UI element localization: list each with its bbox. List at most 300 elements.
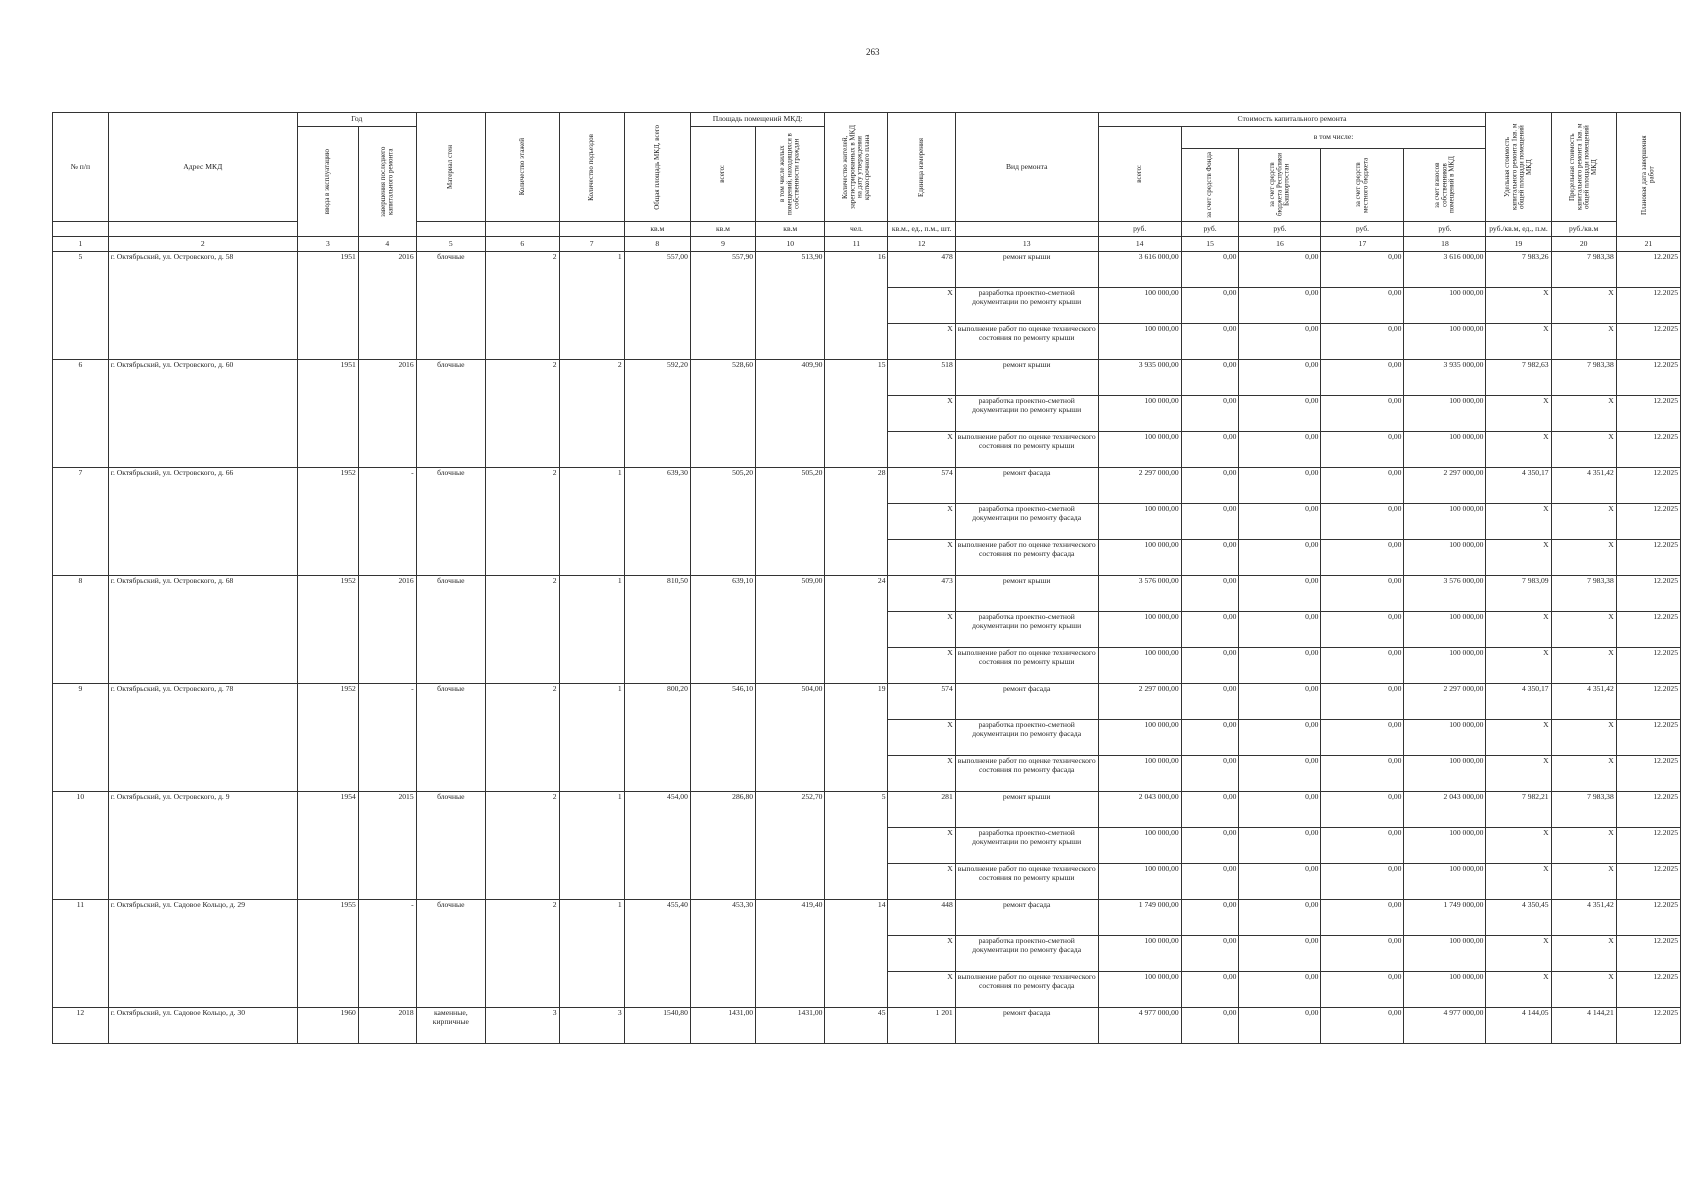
plan-date: 12.2025 [1616,252,1680,288]
cost-owners: 100 000,00 [1404,540,1486,576]
unit-cost: X [1486,540,1551,576]
cost-fund: 0,00 [1181,540,1239,576]
cost-total: 100 000,00 [1098,540,1181,576]
cost-total: 100 000,00 [1098,612,1181,648]
plan-date: 12.2025 [1616,504,1680,540]
entrances-count: 1 [559,468,624,576]
unit-value: X [888,972,955,1008]
row-number: 6 [53,360,109,468]
premises-area: 546,10 [690,684,755,792]
unit-cell: руб. [1239,222,1321,237]
entrances-count: 1 [559,252,624,360]
max-cost: 7 983,38 [1551,792,1616,828]
wall-material: каменные, кирпичные [416,1008,485,1044]
cost-total: 3 935 000,00 [1098,360,1181,396]
cost-republic: 0,00 [1239,720,1321,756]
unit-cost: X [1486,720,1551,756]
cost-total: 100 000,00 [1098,324,1181,360]
total-area: 592,20 [624,360,690,468]
row-number: 12 [53,1008,109,1044]
cost-owners: 3 616 000,00 [1404,252,1486,288]
cost-republic: 0,00 [1239,756,1321,792]
residential-area: 252,70 [756,792,825,900]
entrances-count: 1 [559,792,624,900]
residents-count: 15 [825,360,888,468]
cost-total: 3 616 000,00 [1098,252,1181,288]
cost-local: 0,00 [1321,900,1404,936]
plan-date: 12.2025 [1616,468,1680,504]
unit-value: X [888,432,955,468]
unit-cell: кв.м [756,222,825,237]
entrances-count: 3 [559,1008,624,1044]
cost-fund: 0,00 [1181,1008,1239,1044]
unit-cell [955,222,1098,237]
year-last-repair: - [358,468,416,576]
table-row [53,1008,1681,1044]
repair-type: выполнение работ по оценке технического состояния по ремонту крыши [955,432,1098,468]
unit-cost: X [1486,972,1551,1008]
unit-cell [485,222,559,237]
header-cost-total: всего: [1098,127,1181,222]
cost-republic: 0,00 [1239,864,1321,900]
building-address: г. Октябрьский, ул. Островского, д. 78 [108,684,297,792]
unit-value: X [888,288,955,324]
cost-owners: 100 000,00 [1404,936,1486,972]
header-cost-local: за счет средств местного бюджета [1321,149,1404,222]
repair-type: ремонт крыши [955,360,1098,396]
cost-owners: 100 000,00 [1404,612,1486,648]
premises-area: 557,90 [690,252,755,360]
premises-area: 505,20 [690,468,755,576]
cost-local: 0,00 [1321,720,1404,756]
header-cost-group: Стоимость капитального ремонта [1098,113,1486,127]
max-cost: X [1551,936,1616,972]
repair-type: ремонт фасада [955,900,1098,936]
total-area: 454,00 [624,792,690,900]
cost-local: 0,00 [1321,936,1404,972]
plan-date: 12.2025 [1616,864,1680,900]
column-number: 8 [624,237,690,252]
cost-fund: 0,00 [1181,972,1239,1008]
unit-value: 448 [888,900,955,936]
max-cost: 4 351,42 [1551,900,1616,936]
cost-owners: 100 000,00 [1404,504,1486,540]
unit-cell [53,222,109,237]
cost-fund: 0,00 [1181,504,1239,540]
year-last-repair: - [358,900,416,1008]
max-cost: X [1551,540,1616,576]
cost-owners: 3 935 000,00 [1404,360,1486,396]
cost-owners: 3 576 000,00 [1404,576,1486,612]
column-number: 14 [1098,237,1181,252]
unit-cell: руб. [1181,222,1239,237]
column-number: 21 [1616,237,1680,252]
max-cost: 4 351,42 [1551,684,1616,720]
residential-area: 409,90 [756,360,825,468]
cost-local: 0,00 [1321,612,1404,648]
cost-fund: 0,00 [1181,252,1239,288]
cost-total: 1 749 000,00 [1098,900,1181,936]
cost-local: 0,00 [1321,1008,1404,1044]
cost-total: 100 000,00 [1098,504,1181,540]
column-number: 18 [1404,237,1486,252]
cost-fund: 0,00 [1181,324,1239,360]
premises-area: 1431,00 [690,1008,755,1044]
building-address: г. Октябрьский, ул. Островского, д. 9 [108,792,297,900]
residents-count: 24 [825,576,888,684]
cost-republic: 0,00 [1239,900,1321,936]
repair-type: разработка проектно-сметной документации по ремонту крыши [955,828,1098,864]
plan-date: 12.2025 [1616,324,1680,360]
entrances-count: 1 [559,900,624,1008]
max-cost: X [1551,864,1616,900]
cost-owners: 100 000,00 [1404,324,1486,360]
cost-republic: 0,00 [1239,288,1321,324]
header-unit: Единица измерения [888,113,955,222]
max-cost: X [1551,972,1616,1008]
unit-cost: X [1486,756,1551,792]
cost-republic: 0,00 [1239,468,1321,504]
unit-cost: 7 983,09 [1486,576,1551,612]
residential-area: 1431,00 [756,1008,825,1044]
unit-cell: руб./кв.м, ед., п.м. [1486,222,1551,237]
cost-fund: 0,00 [1181,396,1239,432]
column-number: 20 [1551,237,1616,252]
column-number: 13 [955,237,1098,252]
header-area-total: всего: [690,127,755,222]
row-number: 8 [53,576,109,684]
max-cost: 7 983,38 [1551,252,1616,288]
cost-local: 0,00 [1321,684,1404,720]
cost-owners: 100 000,00 [1404,972,1486,1008]
wall-material: блочные [416,792,485,900]
header-wall-material: Материал стен [416,113,485,222]
plan-date: 12.2025 [1616,684,1680,720]
column-number: 10 [756,237,825,252]
cost-local: 0,00 [1321,432,1404,468]
unit-value: X [888,612,955,648]
unit-value: X [888,720,955,756]
column-number: 1 [53,237,109,252]
cost-republic: 0,00 [1239,828,1321,864]
header-cost-fund: за счет средств Фонда [1181,149,1239,222]
year-built: 1952 [297,576,358,684]
column-number: 4 [358,237,416,252]
floors-count: 2 [485,900,559,1008]
cost-fund: 0,00 [1181,432,1239,468]
unit-cost: 7 982,21 [1486,792,1551,828]
unit-cell: кв.м [624,222,690,237]
plan-date: 12.2025 [1616,828,1680,864]
cost-owners: 2 043 000,00 [1404,792,1486,828]
wall-material: блочные [416,900,485,1008]
row-number: 10 [53,792,109,900]
unit-cell [416,222,485,237]
table-row [53,576,1681,612]
repair-type: ремонт фасада [955,1008,1098,1044]
unit-cell: руб./кв.м [1551,222,1616,237]
unit-cell [559,222,624,237]
year-last-repair: 2015 [358,792,416,900]
cost-total: 4 977 000,00 [1098,1008,1181,1044]
residents-count: 45 [825,1008,888,1044]
cost-republic: 0,00 [1239,612,1321,648]
plan-date: 12.2025 [1616,288,1680,324]
cost-local: 0,00 [1321,252,1404,288]
residential-area: 509,00 [756,576,825,684]
cost-owners: 100 000,00 [1404,756,1486,792]
cost-owners: 2 297 000,00 [1404,684,1486,720]
cost-owners: 100 000,00 [1404,432,1486,468]
plan-date: 12.2025 [1616,360,1680,396]
repair-type: ремонт фасада [955,468,1098,504]
units-row [53,222,1681,237]
table-header [53,113,1681,252]
header-floors: Количество этажей [485,113,559,222]
wall-material: блочные [416,252,485,360]
plan-date: 12.2025 [1616,756,1680,792]
unit-value: 574 [888,684,955,720]
cost-republic: 0,00 [1239,324,1321,360]
total-area: 639,30 [624,468,690,576]
cost-local: 0,00 [1321,828,1404,864]
header-max-cost: Предельная стоимость капитального ремонта 1кв. м общей площади помещений МКД [1551,113,1616,222]
table-body [53,252,1681,1044]
cost-fund: 0,00 [1181,576,1239,612]
year-built: 1955 [297,900,358,1008]
year-built: 1960 [297,1008,358,1044]
column-number: 15 [1181,237,1239,252]
unit-value: 478 [888,252,955,288]
header-area-residential: в том числе жилых помещений, находящихся в собственности граждан [756,127,825,222]
header-year-commission: ввода в эксплуатацию [297,127,358,237]
cost-fund: 0,00 [1181,288,1239,324]
cost-total: 100 000,00 [1098,756,1181,792]
unit-cost: X [1486,396,1551,432]
year-last-repair: 2016 [358,252,416,360]
max-cost: X [1551,288,1616,324]
column-number: 3 [297,237,358,252]
unit-cost: 7 983,26 [1486,252,1551,288]
repair-type: ремонт фасада [955,684,1098,720]
unit-cost: 7 982,63 [1486,360,1551,396]
year-built: 1954 [297,792,358,900]
header-entrances: Количество подъездов [559,113,624,222]
premises-area: 528,60 [690,360,755,468]
unit-cost: X [1486,612,1551,648]
header-cost-owners: за счет взносов собственников помещений в МКД [1404,149,1486,222]
cost-owners: 100 000,00 [1404,828,1486,864]
repair-type: выполнение работ по оценке технического состояния по ремонту фасада [955,756,1098,792]
unit-cost: X [1486,864,1551,900]
cost-republic: 0,00 [1239,504,1321,540]
column-number: 2 [108,237,297,252]
header-cost-republic: за счет средств бюджета Республики Башкортостан [1239,149,1321,222]
repair-type: ремонт крыши [955,576,1098,612]
total-area: 810,50 [624,576,690,684]
plan-date: 12.2025 [1616,792,1680,828]
cost-local: 0,00 [1321,540,1404,576]
unit-value: X [888,396,955,432]
table-row [53,684,1681,720]
unit-cell: руб. [1098,222,1181,237]
unit-cost: X [1486,648,1551,684]
header-area-group: Площадь помещений МКД: [690,113,825,127]
cost-owners: 100 000,00 [1404,396,1486,432]
cost-total: 100 000,00 [1098,828,1181,864]
header-total-area: Общая площадь МКД, всего [624,113,690,222]
table-row [53,468,1681,504]
residents-count: 19 [825,684,888,792]
cost-republic: 0,00 [1239,684,1321,720]
entrances-count: 1 [559,684,624,792]
premises-area: 453,30 [690,900,755,1008]
column-number: 6 [485,237,559,252]
row-number: 5 [53,252,109,360]
header-year-last-repair: завершения последнего капитального ремонта [358,127,416,237]
cost-fund: 0,00 [1181,468,1239,504]
cost-fund: 0,00 [1181,936,1239,972]
cost-republic: 0,00 [1239,252,1321,288]
cost-total: 2 297 000,00 [1098,684,1181,720]
max-cost: 4 144,21 [1551,1008,1616,1044]
capital-repair-table [52,112,1681,1044]
cost-republic: 0,00 [1239,360,1321,396]
floors-count: 2 [485,576,559,684]
plan-date: 12.2025 [1616,576,1680,612]
repair-type: выполнение работ по оценке технического состояния по ремонту фасада [955,972,1098,1008]
max-cost: X [1551,504,1616,540]
column-number: 17 [1321,237,1404,252]
plan-date: 12.2025 [1616,432,1680,468]
cost-owners: 100 000,00 [1404,648,1486,684]
plan-date: 12.2025 [1616,900,1680,936]
header-residents: Количество жителей, зарегистрированных в МКД на дату утверждения краткосрочного плана [825,113,888,222]
column-number: 7 [559,237,624,252]
cost-local: 0,00 [1321,576,1404,612]
max-cost: X [1551,432,1616,468]
cost-total: 100 000,00 [1098,432,1181,468]
cost-total: 100 000,00 [1098,864,1181,900]
cost-republic: 0,00 [1239,936,1321,972]
building-address: г. Октябрьский, ул. Садовое Кольцо, д. 30 [108,1008,297,1044]
unit-cell: руб. [1404,222,1486,237]
column-number: 11 [825,237,888,252]
unit-cost: 4 350,45 [1486,900,1551,936]
repair-type: разработка проектно-сметной документации по ремонту фасада [955,504,1098,540]
cost-total: 2 043 000,00 [1098,792,1181,828]
cost-local: 0,00 [1321,864,1404,900]
floors-count: 2 [485,468,559,576]
entrances-count: 2 [559,360,624,468]
plan-date: 12.2025 [1616,936,1680,972]
repair-type: разработка проектно-сметной документации по ремонту крыши [955,612,1098,648]
cost-owners: 100 000,00 [1404,864,1486,900]
cost-local: 0,00 [1321,648,1404,684]
row-number: 11 [53,900,109,1008]
unit-cost: X [1486,288,1551,324]
cost-fund: 0,00 [1181,648,1239,684]
total-area: 455,40 [624,900,690,1008]
unit-cost: 4 144,05 [1486,1008,1551,1044]
cost-local: 0,00 [1321,396,1404,432]
unit-cell: чел. [825,222,888,237]
year-built: 1951 [297,360,358,468]
cost-republic: 0,00 [1239,540,1321,576]
unit-cost: X [1486,936,1551,972]
building-address: г. Октябрьский, ул. Островского, д. 68 [108,576,297,684]
cost-fund: 0,00 [1181,720,1239,756]
unit-value: X [888,648,955,684]
plan-date: 12.2025 [1616,720,1680,756]
unit-cell: руб. [1321,222,1404,237]
cost-republic: 0,00 [1239,972,1321,1008]
cost-local: 0,00 [1321,972,1404,1008]
total-area: 800,20 [624,684,690,792]
premises-area: 286,80 [690,792,755,900]
repair-type: выполнение работ по оценке технического состояния по ремонту крыши [955,648,1098,684]
page-number: 263 [866,47,880,57]
max-cost: X [1551,720,1616,756]
building-address: г. Октябрьский, ул. Островского, д. 66 [108,468,297,576]
year-built: 1952 [297,684,358,792]
repair-type: разработка проектно-сметной документации по ремонту фасада [955,720,1098,756]
year-last-repair: 2018 [358,1008,416,1044]
cost-total: 100 000,00 [1098,396,1181,432]
cost-republic: 0,00 [1239,576,1321,612]
plan-date: 12.2025 [1616,648,1680,684]
residents-count: 14 [825,900,888,1008]
repair-type: разработка проектно-сметной документации по ремонту фасада [955,936,1098,972]
cost-total: 100 000,00 [1098,972,1181,1008]
header-address: Адрес МКД [108,113,297,222]
column-number: 5 [416,237,485,252]
table-row [53,900,1681,936]
plan-date: 12.2025 [1616,1008,1680,1044]
entrances-count: 1 [559,576,624,684]
cost-total: 100 000,00 [1098,288,1181,324]
cost-total: 100 000,00 [1098,936,1181,972]
repair-type: выполнение работ по оценке технического состояния по ремонту крыши [955,324,1098,360]
max-cost: X [1551,648,1616,684]
cost-owners: 2 297 000,00 [1404,468,1486,504]
cost-local: 0,00 [1321,792,1404,828]
header-num: № п/п [53,113,109,222]
repair-type: ремонт крыши [955,792,1098,828]
unit-value: 281 [888,792,955,828]
unit-cell [108,222,297,237]
max-cost: X [1551,396,1616,432]
column-number: 12 [888,237,955,252]
cost-owners: 1 749 000,00 [1404,900,1486,936]
unit-value: 518 [888,360,955,396]
unit-value: X [888,864,955,900]
wall-material: блочные [416,576,485,684]
premises-area: 639,10 [690,576,755,684]
repair-type: выполнение работ по оценке технического состояния по ремонту фасада [955,540,1098,576]
wall-material: блочные [416,468,485,576]
repair-type: выполнение работ по оценке технического состояния по ремонту крыши [955,864,1098,900]
unit-value: 574 [888,468,955,504]
residents-count: 5 [825,792,888,900]
unit-cost: X [1486,324,1551,360]
row-number: 9 [53,684,109,792]
unit-value: X [888,540,955,576]
cost-local: 0,00 [1321,360,1404,396]
table-row [53,252,1681,288]
cost-republic: 0,00 [1239,1008,1321,1044]
unit-value: 1 201 [888,1008,955,1044]
